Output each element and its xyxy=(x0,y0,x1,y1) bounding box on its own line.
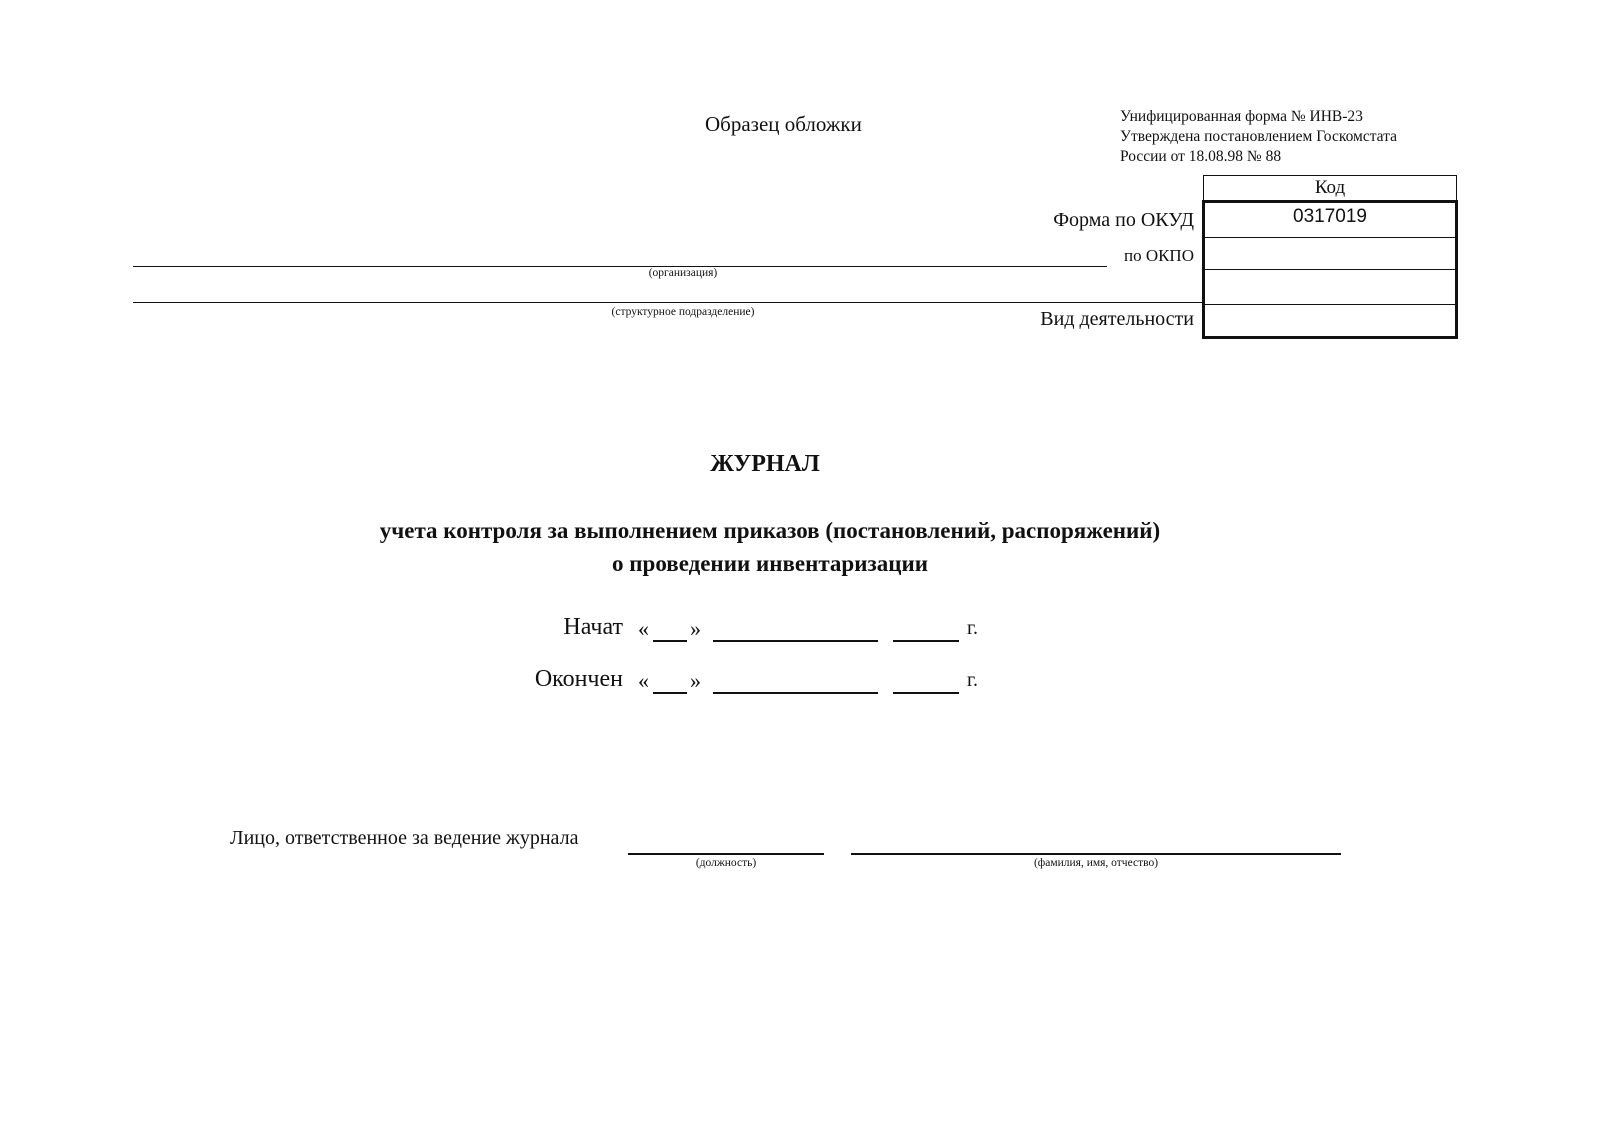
ended-close-quote: » xyxy=(690,668,701,693)
full-name-caption: (фамилия, имя, отчество) xyxy=(1033,857,1159,869)
form-meta-line: Утверждена постановлением Госкомстата xyxy=(1120,128,1397,145)
sample-title: Образец обложки xyxy=(705,112,862,136)
form-meta-line: России от 18.08.98 № 88 xyxy=(1120,148,1282,165)
ended-open-quote: « xyxy=(638,668,649,693)
department-caption: (структурное подразделение) xyxy=(611,306,755,318)
journal-subtitle xyxy=(0,514,1540,580)
started-open-quote: « xyxy=(638,616,649,641)
activity-value[interactable] xyxy=(1204,305,1457,338)
form-meta-line: Унифицированная форма № ИНВ-23 xyxy=(1120,108,1363,125)
okud-label: Форма по ОКУД xyxy=(1053,209,1194,231)
started-label: Начат xyxy=(563,614,623,640)
started-year-field[interactable] xyxy=(893,640,959,642)
journal-title: ЖУРНАЛ xyxy=(710,451,820,477)
ended-year-suffix: г. xyxy=(967,669,978,691)
responsible-label: Лицо, ответственное за ведение журнала xyxy=(230,827,579,849)
ended-day-field[interactable] xyxy=(653,692,687,694)
journal-subtitle-line: учета контроля за выполнением приказов (постановлений, распоряжений) xyxy=(379,518,1161,543)
started-year-suffix: г. xyxy=(967,617,978,639)
activity-label: Вид деятельности xyxy=(1040,308,1194,330)
okpo-label: по ОКПО xyxy=(1123,246,1194,265)
okud-value[interactable]: 0317019 xyxy=(1204,202,1457,238)
code-header: Код xyxy=(1204,176,1457,202)
okpo-value[interactable] xyxy=(1204,238,1457,270)
ended-year-field[interactable] xyxy=(893,692,959,694)
organization-caption: (организация) xyxy=(648,267,718,279)
blank-code-value[interactable] xyxy=(1204,270,1457,305)
ended-month-field[interactable] xyxy=(713,692,878,694)
journal-subtitle-line: о проведении инвентаризации xyxy=(612,551,928,576)
started-day-field[interactable] xyxy=(653,640,687,642)
full-name-field[interactable] xyxy=(851,853,1341,855)
started-month-field[interactable] xyxy=(713,640,878,642)
position-field[interactable] xyxy=(628,853,824,855)
started-close-quote: » xyxy=(690,616,701,641)
position-caption: (должность) xyxy=(695,857,757,869)
ended-label: Окончен xyxy=(534,666,623,692)
code-table xyxy=(1202,175,1458,339)
form-meta xyxy=(1120,107,1397,167)
department-field[interactable] xyxy=(133,302,1202,303)
